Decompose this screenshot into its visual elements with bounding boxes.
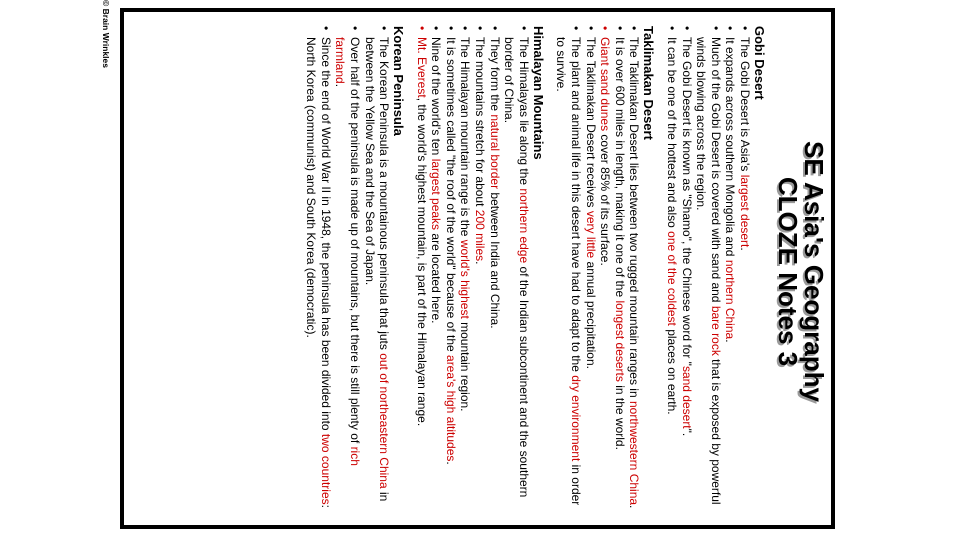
cloze-answer: rich farmland xyxy=(333,37,362,466)
note-text: of the Indian subcontinent and the southern border of China. xyxy=(502,37,531,498)
cloze-answer: 200 miles xyxy=(473,209,488,262)
note-text: It expands across southern Mongolia and xyxy=(723,37,738,260)
note-text: . xyxy=(723,339,738,343)
note-text: The mountains stretch for about xyxy=(473,37,488,210)
note-text: annual precipitation. xyxy=(583,258,598,369)
cloze-answer: out of northeastern China xyxy=(377,353,392,489)
note-text: They form the xyxy=(487,37,502,115)
note-text: Over half of the peninsula is made up of mountains, but there is still plenty of xyxy=(347,37,362,447)
note-text: The plant and animal life in this desert have had to adapt to the xyxy=(569,37,584,376)
notes-content xyxy=(124,12,831,525)
bullet-item xyxy=(304,26,333,517)
note-text: : North Korea (communist) and South Korea (democratic). xyxy=(304,37,333,508)
note-text: . xyxy=(473,261,488,265)
note-text: Nine of the world's ten xyxy=(429,37,444,159)
note-text: ". xyxy=(679,428,694,437)
section-korean-peninsula xyxy=(304,26,407,517)
bullet-item xyxy=(664,26,679,517)
bullet-item xyxy=(429,26,444,517)
note-text: Much of the Gobi Desert is covered with sand and xyxy=(708,37,723,306)
bullet-list xyxy=(554,26,642,517)
cloze-answer: very little xyxy=(583,210,598,259)
cloze-answer: northern China xyxy=(723,259,738,340)
bullet-item xyxy=(473,26,488,517)
bullet-item xyxy=(598,26,613,517)
copyright-credit: © Brain Wrinkles xyxy=(101,0,111,68)
note-text: The Himalayas lie along the xyxy=(516,37,531,189)
cloze-answer: one of the coldest xyxy=(665,231,680,326)
section-himalayan-mountains xyxy=(414,26,546,517)
bullet-item xyxy=(737,26,752,517)
cloze-answer: largest desert xyxy=(738,174,752,248)
note-text: The Gobi Desert is known as "Shamo", the Chinese word for " xyxy=(679,37,694,366)
slide-title xyxy=(775,26,827,517)
note-text: . xyxy=(738,247,752,251)
note-text: places on earth. xyxy=(665,325,680,415)
notes-sections xyxy=(304,26,767,517)
section-heading: Himalayan Mountains xyxy=(530,26,546,160)
bullet-list xyxy=(414,26,531,517)
section-taklimakan-desert xyxy=(554,26,657,517)
section-heading: Taklimakan Desert xyxy=(641,26,657,140)
section-heading: Korean Peninsula xyxy=(391,26,407,136)
note-text: cover 85% of its surface. xyxy=(598,131,613,266)
bullet-item xyxy=(333,26,362,517)
note-text: Since the end of World War II in 1948, the peninsula has been divided into xyxy=(318,37,333,434)
cloze-answer: natural border xyxy=(487,114,502,190)
note-text: It is sometimes called "the roof of the world" because of the xyxy=(443,37,458,356)
cloze-answer: bare rock xyxy=(708,305,723,356)
cloze-answer: largest peaks xyxy=(429,158,444,231)
bullet-list xyxy=(664,26,752,517)
cloze-answer: northern edge xyxy=(516,188,531,264)
bullet-item xyxy=(723,26,738,517)
bullet-item xyxy=(487,26,502,517)
note-text: It is over 600 miles in length, making it one of the xyxy=(612,37,627,301)
bullet-item xyxy=(458,26,473,517)
cloze-answer: sand desert xyxy=(679,365,694,429)
note-text: The Taklimakan Desert receives xyxy=(583,37,598,211)
section-heading: Gobi Desert xyxy=(752,26,767,100)
note-text: . xyxy=(333,83,348,88)
notes-slide xyxy=(120,8,835,529)
bullet-item xyxy=(694,26,723,517)
bullet-list xyxy=(304,26,392,517)
cloze-answer: Giant sand dunes xyxy=(598,37,613,132)
bullet-item xyxy=(554,26,583,517)
note-text: The Taklimakan Desert lies between two rugged mountain ranges in xyxy=(627,37,642,401)
cloze-answer: Mt. Everest xyxy=(414,37,429,98)
cloze-answer: dry environment xyxy=(569,375,584,462)
bullet-item xyxy=(502,26,531,517)
bullet-item xyxy=(679,26,694,517)
note-text: It can be one of the hottest and also xyxy=(665,37,680,232)
note-text: The Gobi Desert is Asia's xyxy=(738,37,752,175)
note-text: . xyxy=(627,505,642,509)
note-text: in between the Yellow Sea and the Sea of Japan. xyxy=(362,37,392,502)
note-text: mountain region. xyxy=(458,318,473,412)
note-text: in order to survive. xyxy=(554,37,584,506)
bullet-item xyxy=(443,26,458,517)
note-text: between India and China. xyxy=(487,189,502,329)
section-gobi-desert xyxy=(664,26,767,517)
bullet-item xyxy=(627,26,642,517)
cloze-answer: area's high altitudes xyxy=(443,355,458,462)
cloze-answer: world's highest xyxy=(458,239,473,319)
note-text: The Korean Peninsula is a mountainous peninsula that juts xyxy=(377,37,392,354)
note-text: . xyxy=(443,461,458,465)
note-text: The Himalayan mountain range is the xyxy=(458,37,473,240)
bullet-item xyxy=(583,26,598,517)
note-text: are located here. xyxy=(429,230,444,324)
note-text: that is exposed by powerful winds blowing across the region. xyxy=(694,37,723,505)
title-line-2: CLOZE Notes 3 xyxy=(773,176,803,367)
cloze-answer: northwestern China xyxy=(627,400,642,506)
bullet-item xyxy=(362,26,391,517)
cloze-answer: longest deserts xyxy=(612,300,627,382)
bullet-item xyxy=(612,26,627,517)
note-text: , the world's highest mountain, is part of the Himalayan range. xyxy=(414,97,429,427)
title-line-1: SE Asia's Geography xyxy=(799,141,829,402)
bullet-item xyxy=(414,26,429,517)
cloze-answer: two countries xyxy=(318,433,333,505)
note-text: in the world. xyxy=(612,381,627,450)
